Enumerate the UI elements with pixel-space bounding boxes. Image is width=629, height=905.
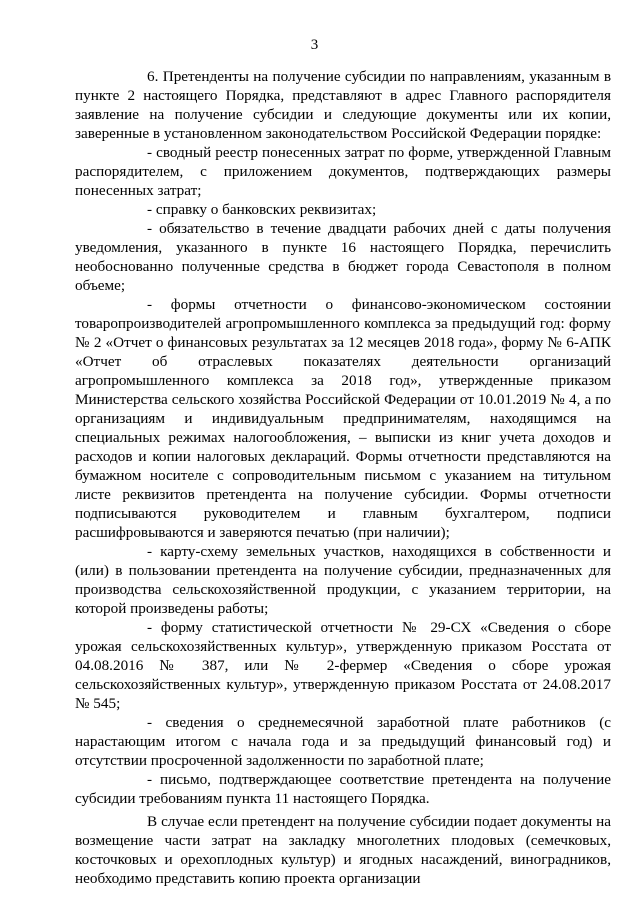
list-item-compliance-letter: - письмо, подтверждающее соответствие претендента на получение субсидии требованиям пункта 11 настоящего Порядка. xyxy=(75,771,611,807)
paragraph-item-6: 6. Претенденты на получение субсидии по направлениям, указанным в пункте 2 настоящего Порядка, представляют в адрес Главного распорядителя заявление на получение субсидии и следующие документы или их копии, заверенные в установленном законодательством Российской Федерации порядке: xyxy=(75,68,611,142)
document-body xyxy=(75,67,611,888)
page-number: 3 xyxy=(310,37,319,53)
list-item-obligation: - обязательство в течение двадцати рабочих дней с даты получения уведомления, указанного в пункте 16 настоящего Порядка, перечислить необоснованно полученные средства в бюджет города Севастополя в полном объеме; xyxy=(75,220,611,294)
list-item-reporting-forms: - формы отчетности о финансово-экономическом состоянии товаропроизводителей агропромышленного комплекса за предыдущий год: форму № 2 «Отчет о финансовых результатах за 12 месяцев 2018 года», форму № 6-АПК «Отчет об отраслевых показателях деятельности организаций агропромышленного комплекса за 2018 год», утвержденные приказом Министерства сельского хозяйства Российской Федерации от 10.01.2019 № 4, а по организациям и индивидуальным предпринимателям, находящимся на специальных режимах налогообложения, – выписки из книг учета доходов и расходов и копии налоговых деклараций. Формы отчетности представляются на бумажном носителе с сопроводительным письмом с указанием на титульном листе реквизитов претендента на получение субсидии. Формы отчетности подписываются руководителем и главным бухгалтером, подписи расшифровываются и заверяются печатью (при наличии); xyxy=(75,296,611,541)
list-item-salary-info: - сведения о среднемесячной заработной плате работников (с нарастающим итогом с начала года и за предыдущий финансовый год) и отсутствии просроченной задолженности по заработной плате; xyxy=(75,714,611,769)
list-item-land-map: - карту-схему земельных участков, находящихся в собственности и (или) в пользовании претендента на получение субсидии, предназначенных для производства сельскохозяйственной продукции, с указанием территории, на которой произведены работы; xyxy=(75,543,611,617)
paragraph-perennial-plantings: В случае если претендент на получение субсидии подает документы на возмещение части затрат на закладку многолетних плодовых (семечковых, косточковых и орехоплодных культур) и ягодных насаждений, виноградников, необходимо представить копию проекта организации xyxy=(75,813,611,887)
list-item-statistical-form: - форму статистической отчетности № 29-СХ «Сведения о сборе урожая сельскохозяйственных культур», утвержденную приказом Росстата от 04.08.2016 № 387, или № 2-фермер «Сведения о сборе урожая сельскохозяйственных культур», утвержденную приказом Росстата от 24.08.2017 № 545; xyxy=(75,619,611,712)
list-item-expense-registry: - сводный реестр понесенных затрат по форме, утвержденной Главным распорядителем, с приложением документов, подтверждающих размеры понесенных затрат; xyxy=(75,144,611,199)
list-item-bank-details: - справку о банковских реквизитах; xyxy=(147,201,377,218)
